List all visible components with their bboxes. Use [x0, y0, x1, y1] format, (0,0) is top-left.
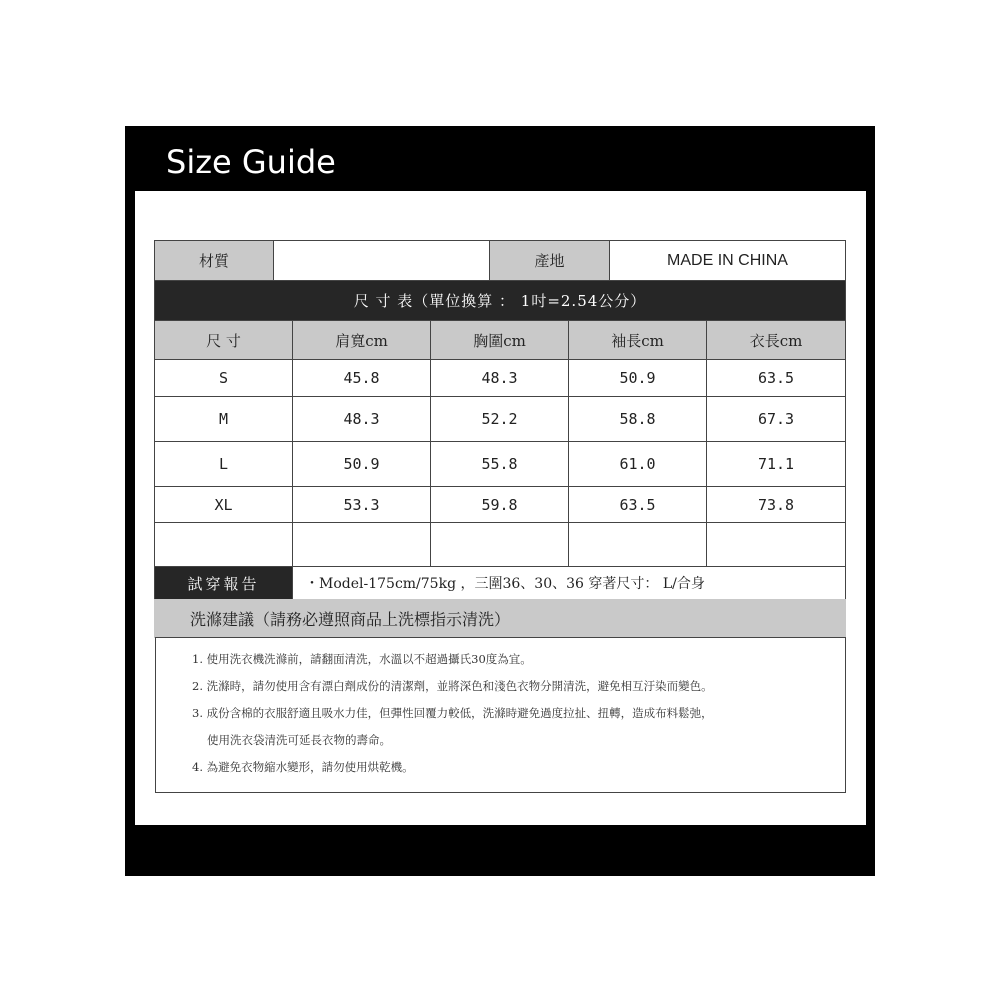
table-cell: 50.9: [568, 359, 707, 397]
table-cell: 73.8: [706, 486, 846, 523]
care-note: 2. 洗滌時，請勿使用含有漂白劑成份的清潔劑，並將深色和淺色衣物分開清洗，避免相互汙染而變色。: [192, 679, 713, 693]
table-cell: 63.5: [568, 486, 707, 523]
table-cell: 71.1: [706, 441, 846, 487]
table-cell: 58.8: [568, 396, 707, 442]
table-cell: 53.3: [292, 486, 431, 523]
table-cell: 61.0: [568, 441, 707, 487]
table-cell: [706, 522, 846, 567]
page-title: Size Guide: [166, 143, 336, 181]
table-cell: 55.8: [430, 441, 569, 487]
col-header-chest: 胸圍cm: [430, 320, 569, 360]
fitting-text: ・Model-175cm/75kg ，三圍36、30、36 穿著尺寸： L/合身: [292, 566, 846, 600]
table-cell: 48.3: [292, 396, 431, 442]
table-cell: [568, 522, 707, 567]
table-cell: 63.5: [706, 359, 846, 397]
table-cell: 48.3: [430, 359, 569, 397]
size-guide-panel: [135, 191, 866, 825]
material-label: 材質: [154, 240, 274, 281]
size-table-caption: 尺 寸 表（單位換算 ： 1吋=2.54公分）: [154, 280, 846, 321]
care-note: 4. 為避免衣物縮水變形，請勿使用烘乾機。: [192, 760, 414, 774]
table-cell: XL: [154, 486, 293, 523]
table-cell: 45.8: [292, 359, 431, 397]
origin-value: MADE IN CHINA: [609, 240, 846, 281]
care-note: 3. 成份含棉的衣服舒適且吸水力佳，但彈性回覆力較低，洗滌時避免過度拉扯、扭轉，造成布料鬆弛，: [192, 706, 713, 720]
table-cell: [292, 522, 431, 567]
col-header-shoulder: 肩寬cm: [292, 320, 431, 360]
table-cell: 67.3: [706, 396, 846, 442]
col-header-length: 衣長cm: [706, 320, 846, 360]
table-cell: L: [154, 441, 293, 487]
fitting-label: 試穿報告: [154, 566, 293, 600]
care-notes: [155, 637, 846, 793]
care-heading: 洗滌建議（請務必遵照商品上洗標指示清洗）: [154, 599, 846, 638]
table-cell: [430, 522, 569, 567]
care-note: 使用洗衣袋清洗可延長衣物的壽命。: [207, 733, 391, 747]
table-cell: S: [154, 359, 293, 397]
table-cell: 50.9: [292, 441, 431, 487]
origin-label: 產地: [489, 240, 610, 281]
table-cell: 59.8: [430, 486, 569, 523]
material-value: [273, 240, 490, 281]
size-guide-frame: [125, 126, 875, 876]
table-cell: [154, 522, 293, 567]
table-cell: 52.2: [430, 396, 569, 442]
col-header-sleeve: 袖長cm: [568, 320, 707, 360]
col-header-size: 尺 寸: [154, 320, 293, 360]
care-note: 1. 使用洗衣機洗滌前，請翻面清洗，水溫以不超過攝氏30度為宜。: [192, 652, 532, 666]
table-cell: M: [154, 396, 293, 442]
